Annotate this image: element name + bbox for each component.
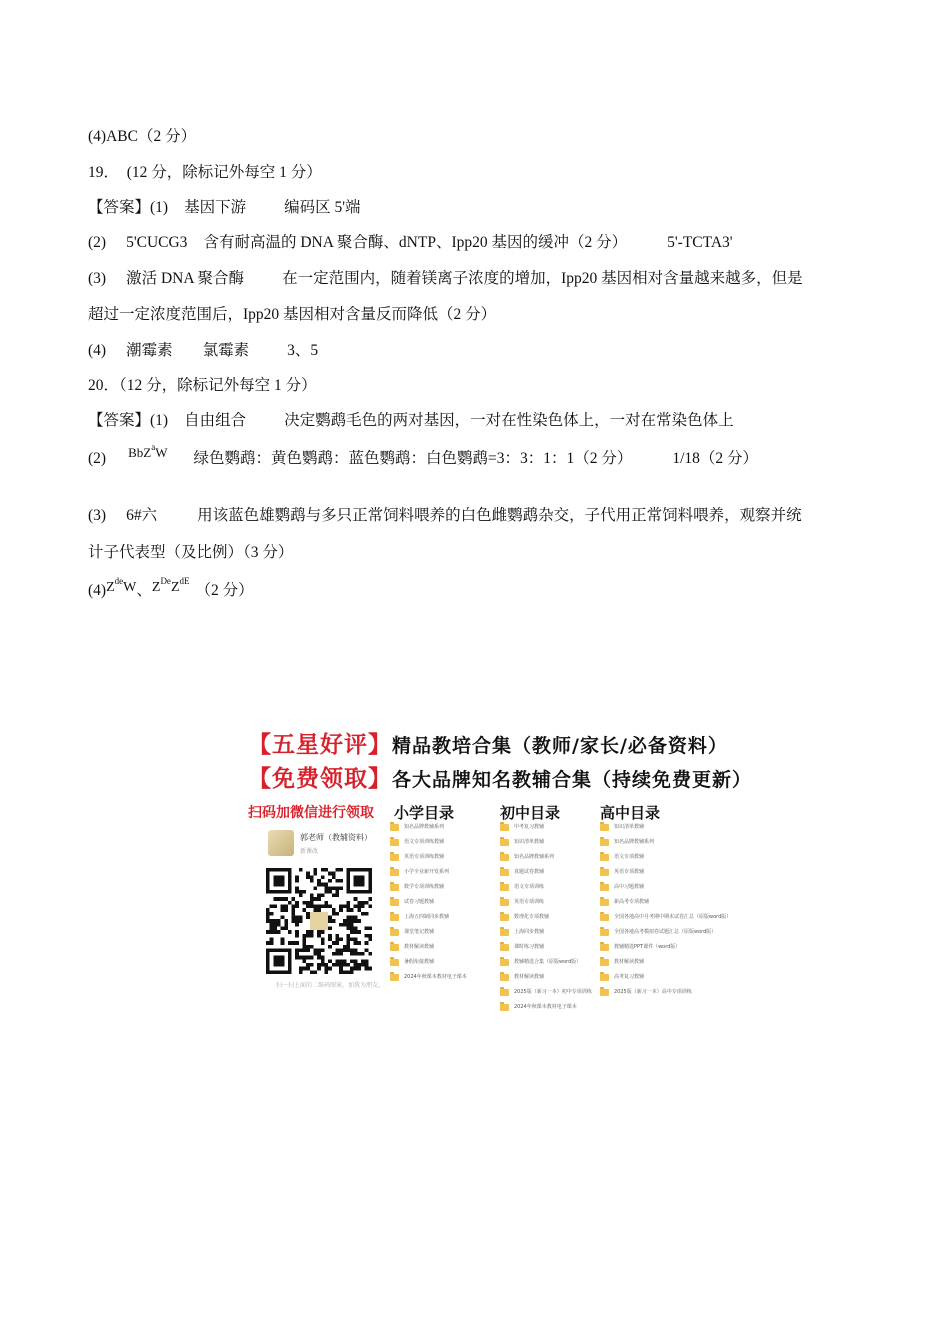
- answer-line-19-4: [88, 341, 318, 361]
- folder-icon: [500, 914, 509, 921]
- folder-icon: [600, 944, 609, 951]
- scan-label: 扫码加微信进行领取: [248, 805, 374, 821]
- answer-line-20-3: [88, 506, 802, 526]
- answer-line-19-3-cont: [88, 305, 496, 325]
- answer-line-18-4: [88, 127, 196, 147]
- question-19-header: [88, 163, 322, 183]
- folder-label: 数学专项训练教辅: [404, 884, 445, 890]
- folder-icon: [500, 1004, 509, 1011]
- separator: 、: [136, 582, 152, 599]
- folder-label: 高考复习教辅: [614, 974, 645, 980]
- genotype-superscript: de: [114, 576, 124, 586]
- folder-label: 英语专项教辅: [614, 869, 645, 875]
- folder-icon: [600, 824, 609, 831]
- folder-label: 全国各地高考模拟卷试题汇总（原版word版）: [614, 929, 717, 935]
- answer-line-20-1: [88, 411, 734, 431]
- part-label: (4): [88, 582, 107, 599]
- folder-icon: [600, 839, 609, 846]
- part-label: (4): [88, 342, 107, 359]
- folder-label: 知名品牌教辅系列: [514, 854, 555, 860]
- folder-icon: [390, 974, 399, 981]
- folder-label: 上海五四制同步教辅: [404, 914, 450, 920]
- answer-blank: 1/18（2 分）: [672, 450, 759, 467]
- score-note: （2 分）: [195, 582, 254, 599]
- folder-label: 全国各地高中月考期中期末试卷汇总（原版word版）: [614, 914, 732, 920]
- answer-label: 【答案】(1): [88, 199, 169, 216]
- folder-label: 高中习题教辅: [614, 884, 645, 890]
- middle-catalog-title: 初中目录: [500, 804, 561, 822]
- answer-blank: 激活 DNA 聚合酶: [126, 270, 245, 287]
- genotype: [106, 576, 137, 595]
- folder-label: 语文专项教辅: [614, 854, 645, 860]
- folder-label: 课时练习教辅: [514, 944, 545, 950]
- folder-icon: [390, 839, 399, 846]
- folder-icon: [500, 869, 509, 876]
- genotype: [151, 576, 190, 595]
- genotype-base: Z: [106, 580, 115, 595]
- folder-label: 2025版（新习一本）初中专项训练: [514, 989, 592, 995]
- folder-label: 数理化专项教辅: [514, 914, 550, 920]
- folder-icon: [390, 824, 399, 831]
- line-text: 计子代表型（及比例）（3 分）: [88, 544, 294, 561]
- folder-label: 知识清单教辅: [514, 839, 545, 845]
- folder-label: 语文专项训练: [514, 884, 545, 890]
- answer-blank: 决定鹦鹉毛色的两对基因，一对在性染色体上，一对在常染色体上: [284, 412, 734, 429]
- avatar: [268, 830, 294, 856]
- folder-label: 知名品牌教辅系列: [404, 824, 445, 830]
- folder-label: 英语专项训练教辅: [404, 854, 445, 860]
- genotype-base: Z: [170, 580, 180, 595]
- answer-label: 【答案】(1): [88, 412, 169, 429]
- genotype-base: BbZ: [128, 445, 152, 460]
- folder-label: 中考复习教辅: [514, 824, 545, 830]
- answer-blank: 6#六: [126, 507, 158, 524]
- folder-icon: [390, 869, 399, 876]
- line-text: 20．（12 分，除标记外每空 1 分）: [88, 377, 317, 394]
- folder-label: 知名品牌教辅系列: [614, 839, 655, 845]
- answer-blank: 绿色鹦鹉：黄色鹦鹉：蓝色鹦鹉：白色鹦鹉=3：3：1：1（2 分）: [193, 450, 633, 467]
- qr-code-icon[interactable]: [266, 868, 372, 974]
- folder-icon: [500, 959, 509, 966]
- folder-label: 教辅精选合集（原版word版）: [514, 959, 582, 965]
- folder-icon: [500, 839, 509, 846]
- part-label: (2): [88, 234, 107, 251]
- answer-blank: 用该蓝色雄鹦鹉与多只正常饲料喂养的白色雌鹦鹉杂交，子代用正常饲料喂养，观察并统: [197, 507, 802, 524]
- folder-icon: [500, 824, 509, 831]
- banner-headline-2: [248, 760, 752, 793]
- folder-label: 课堂笔记教辅: [404, 929, 435, 935]
- line-text: 超过一定浓度范围后，Ipp20 基因相对含量反而降低（2 分）: [88, 306, 497, 323]
- line-text: 19． (12 分，除标记外每空 1 分）: [88, 164, 322, 181]
- headline-red: 【免费领取】: [248, 766, 392, 792]
- part-label: (2): [88, 450, 107, 467]
- promo-banner[interactable]: [248, 718, 753, 1010]
- headline-black: 各大品牌知名教辅合集（持续免费更新）: [392, 769, 753, 791]
- genotype-superscript: dE: [179, 576, 190, 586]
- folder-label: 暑假衔接教辅: [404, 959, 435, 965]
- folder-icon: [600, 884, 609, 891]
- folder-icon: [390, 914, 399, 921]
- folder-label: 试卷习题教辅: [404, 899, 435, 905]
- folder-icon: [600, 929, 609, 936]
- folder-icon: [390, 929, 399, 936]
- folder-icon: [600, 959, 609, 966]
- genotype-tail: W: [155, 445, 168, 460]
- headline-red: 【五星好评】: [248, 732, 392, 758]
- part-label: (3): [88, 507, 107, 524]
- folder-label: 小学全业新开发系列: [404, 869, 450, 875]
- folder-icon: [500, 884, 509, 891]
- answer-line-20-3-cont: [88, 543, 293, 563]
- profile-name: 郭老师（教辅资料）: [300, 833, 372, 842]
- genotype-base: Z: [151, 580, 161, 595]
- genotype-superscript: a: [151, 442, 156, 452]
- folder-icon: [500, 989, 509, 996]
- folder-icon: [390, 959, 399, 966]
- answer-line-20-2: [88, 442, 759, 469]
- folder-icon: [390, 854, 399, 861]
- folder-icon: [600, 869, 609, 876]
- qr-caption: 扫一扫上面的二维码图案，加我为朋友。: [276, 982, 385, 989]
- answer-blank: 编码区 5'端: [284, 199, 361, 216]
- answer-blank: 5'CUCG3: [126, 234, 188, 251]
- answer-line-19-3: [88, 269, 803, 289]
- line-text: (4)ABC（2 分）: [88, 128, 197, 145]
- folder-icon: [600, 989, 609, 996]
- folder-label: 真题试卷教辅: [514, 869, 545, 875]
- folder-label: 新高考专项教辅: [614, 899, 650, 905]
- folder-label: 2024年秋课本教材电子课本: [514, 1004, 577, 1010]
- folder-icon: [500, 899, 509, 906]
- folder-icon: [390, 884, 399, 891]
- folder-icon: [390, 899, 399, 906]
- folder-icon: [600, 899, 609, 906]
- genotype-superscript: De: [160, 576, 171, 586]
- folder-icon: [600, 914, 609, 921]
- folder-icon: [500, 974, 509, 981]
- answer-blank: 3、5: [287, 342, 319, 359]
- answer-line-19-1: [88, 198, 361, 218]
- folder-icon: [500, 929, 509, 936]
- folder-icon: [500, 944, 509, 951]
- folder-label: 教材解读教辅: [514, 974, 545, 980]
- genotype: [128, 442, 168, 460]
- answer-blank: 在一定范围内，随着镁离子浓度的增加，Ipp20 基因相对含量越来越多，但是: [282, 270, 803, 287]
- answer-blank: 潮霉素: [126, 342, 173, 359]
- folder-label: 英语专项训练: [514, 899, 545, 905]
- contact-profile: [268, 830, 388, 866]
- answer-line-19-2: [88, 233, 733, 253]
- profile-subtitle: 新课改: [300, 848, 319, 855]
- answer-blank: 含有耐高温的 DNA 聚合酶、dNTP、Ipp20 基因的缓冲（2 分）: [203, 234, 628, 251]
- headline-black: 精品教培合集（教师/家长/必备资料）: [392, 735, 728, 757]
- folder-label: 2025版（新习一本）高中专项训练: [614, 989, 692, 995]
- folder-label: 上海同步教辅: [514, 929, 545, 935]
- folder-icon: [600, 854, 609, 861]
- folder-icon: [600, 974, 609, 981]
- folder-label: 教辅精选PPT课件（word版）: [614, 944, 681, 950]
- genotype-tail: W: [123, 580, 137, 595]
- answer-blank: 基因下游: [184, 199, 247, 216]
- answer-line-20-4: [88, 576, 254, 602]
- folder-label: 语文专项训练教辅: [404, 839, 445, 845]
- high-catalog-title: 高中目录: [600, 804, 661, 822]
- answer-blank: 氯霉素: [202, 342, 250, 359]
- part-label: (3): [88, 270, 107, 287]
- folder-icon: [500, 854, 509, 861]
- folder-label: 教材解读教辅: [614, 959, 645, 965]
- answer-blank: 自由组合: [184, 412, 247, 429]
- folder-label: 2024年秋课本教材电子课本: [404, 974, 467, 980]
- folder-label: 教材解读教辅: [404, 944, 435, 950]
- folder-label: 知识清单教辅: [614, 824, 645, 830]
- banner-headline-1: [248, 726, 728, 759]
- question-20-header: [88, 376, 317, 396]
- primary-catalog-title: 小学目录: [394, 804, 455, 822]
- answer-blank: 5'-TCTA3': [667, 234, 733, 251]
- folder-icon: [390, 944, 399, 951]
